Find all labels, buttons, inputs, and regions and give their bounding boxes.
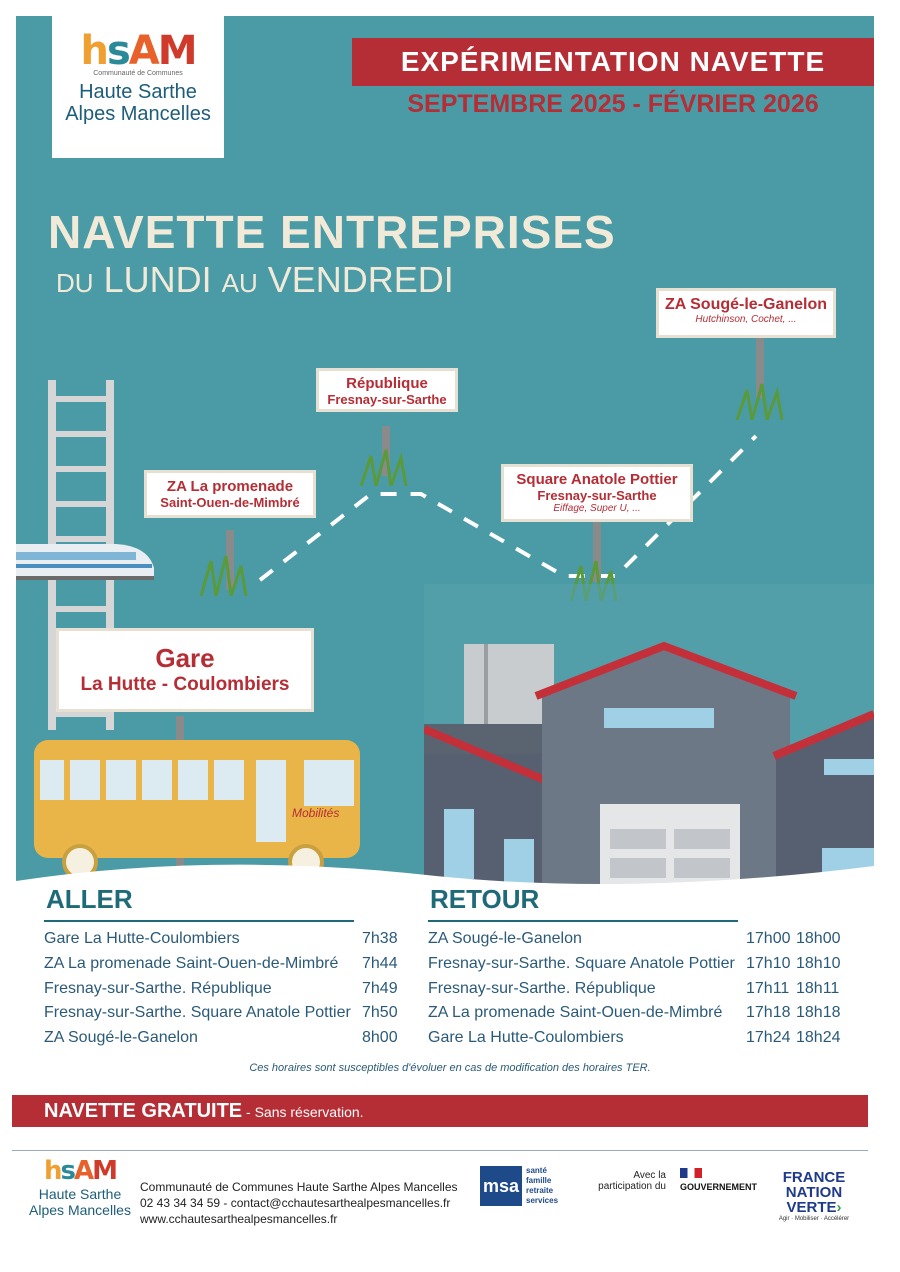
- retour-time-2: 18h24: [796, 1029, 841, 1046]
- gouvernement-logo: [680, 1168, 757, 1192]
- subtitle-au: AU: [221, 268, 258, 298]
- grass-tuft-icon: [732, 382, 792, 420]
- table-row: [796, 980, 839, 998]
- period-dates: SEPTEMBRE 2025 - FÉVRIER 2026: [407, 90, 819, 118]
- navette-gratuite-banner: [12, 1095, 868, 1127]
- table-row: [428, 980, 656, 998]
- fnv-line2: NATION: [785, 1184, 843, 1201]
- fnv-line3-wrap: [772, 1200, 856, 1215]
- table-row: [44, 1029, 198, 1047]
- retour-time-2: 18h18: [796, 1004, 841, 1021]
- table-row: [362, 930, 398, 948]
- table-row: [44, 1004, 351, 1022]
- table-row: [796, 955, 841, 973]
- avec-participation: [580, 1170, 666, 1192]
- retour-title: RETOUR: [430, 884, 540, 914]
- fnv-line1: FRANCE: [782, 1169, 846, 1186]
- msa-mark-icon: msa: [480, 1166, 522, 1206]
- sign-square-anatole-pottier: [501, 464, 693, 522]
- sign-rep-line1: République: [346, 375, 428, 392]
- table-row: [428, 930, 582, 948]
- hsam-logo-mark: hsAM: [80, 28, 196, 74]
- retour-time-1: 17h00: [746, 930, 791, 947]
- page-subtitle: [56, 259, 454, 301]
- french-flag-icon: [680, 1168, 702, 1178]
- table-row: [746, 1004, 791, 1022]
- aller-time: 7h49: [362, 980, 398, 997]
- msa-logo: [480, 1166, 559, 1206]
- retour-underline: [428, 920, 738, 922]
- aller-stop: Fresnay-sur-Sarthe. République: [44, 980, 272, 997]
- experimentation-banner: EXPÉRIMENTATION NAVETTE: [352, 38, 874, 86]
- retour-time-2: 18h00: [796, 930, 841, 947]
- grass-tuft-icon: [196, 551, 256, 596]
- table-row: [428, 1004, 722, 1022]
- footer-divider: [12, 1150, 868, 1151]
- msa-line3: retraite: [526, 1186, 554, 1195]
- footer-logo-line1: Haute Sarthe: [38, 1186, 122, 1202]
- msa-line2: famille: [526, 1176, 552, 1185]
- table-row: [44, 930, 240, 948]
- footer-logo-line2: Alpes Mancelles: [29, 1202, 131, 1218]
- sign-sq-line1: Square Anatole Pottier: [516, 471, 678, 488]
- table-row: [746, 930, 791, 948]
- sign-sou-line2: Hutchinson, Cochet, ...: [695, 314, 797, 325]
- retour-time-1: 17h11: [746, 980, 790, 997]
- grass-tuft-icon: [356, 448, 416, 486]
- logo-name-line2: Alpes Mancelles: [65, 103, 211, 125]
- subtitle-lundi: LUNDI: [103, 259, 212, 300]
- aller-stop: ZA Sougé-le-Ganelon: [44, 1029, 198, 1046]
- msa-line1: santé: [526, 1166, 547, 1175]
- gratuit-bold: NAVETTE GRATUITE: [44, 1100, 243, 1122]
- retour-stop: ZA Sougé-le-Ganelon: [428, 930, 582, 947]
- sign-za-la-promenade: [144, 470, 316, 518]
- table-row: [428, 1029, 624, 1047]
- aller-stop: ZA La promenade Saint-Ouen-de-Mimbré: [44, 955, 339, 972]
- table-row: [44, 955, 338, 973]
- schedule-note: Ces horaires sont susceptibles d'évoluer en cas de modification des horaires TER.: [249, 1062, 651, 1074]
- aller-stop: Fresnay-sur-Sarthe. Square Anatole Pottier: [44, 1004, 351, 1021]
- retour-stop: ZA La promenade Saint-Ouen-de-Mimbré: [428, 1004, 723, 1021]
- sign-prom-line1: ZA La promenade: [166, 478, 294, 495]
- aller-time: 8h00: [362, 1029, 398, 1046]
- aller-time: 7h38: [362, 930, 398, 947]
- retour-stop: Fresnay-sur-Sarthe. Square Anatole Pottier: [428, 955, 735, 972]
- avec-line2: participation du: [598, 1181, 666, 1192]
- sign-sq-line2: Fresnay-sur-Sarthe: [537, 488, 657, 503]
- table-row: [746, 1029, 791, 1047]
- sign-republique: [316, 368, 458, 412]
- msa-line4: services: [526, 1196, 559, 1205]
- table-row: [746, 980, 789, 998]
- retour-time-1: 17h10: [746, 955, 791, 972]
- fnv-tagline: Agir · Mobiliser · Accélérer: [778, 1216, 850, 1222]
- table-row: [362, 1004, 398, 1022]
- chevron-right-icon: ›: [836, 1199, 842, 1216]
- table-row: [428, 955, 735, 973]
- table-row: [796, 930, 841, 948]
- sign-gare-line2: La Hutte - Coulombiers: [80, 674, 290, 695]
- sign-za-souge-le-ganelon: [656, 288, 836, 338]
- logo-subtitle: Communauté de Communes: [93, 70, 183, 77]
- table-row: [362, 1029, 398, 1047]
- avec-line1: Avec la: [633, 1170, 666, 1181]
- gouv-label: GOUVERNEMENT: [680, 1182, 758, 1192]
- sign-sq-line3: Eiffage, Super U, ...: [553, 503, 641, 514]
- retour-time-1: 17h18: [746, 1004, 791, 1021]
- table-row: [44, 980, 272, 998]
- retour-time-1: 17h24: [746, 1029, 791, 1046]
- retour-time-2: 18h10: [796, 955, 841, 972]
- page-title: NAVETTE ENTREPRISES: [48, 206, 616, 258]
- subtitle-vendredi: VENDREDI: [267, 259, 454, 300]
- footer-logo-mark: hsAM: [44, 1156, 116, 1186]
- logo-name-line1: Haute Sarthe: [79, 81, 197, 103]
- table-row: [796, 1004, 841, 1022]
- table-row: [796, 1029, 841, 1047]
- table-row: [746, 955, 791, 973]
- retour-stop: Gare La Hutte-Coulombiers: [428, 1029, 624, 1046]
- footer-hsam-logo: [24, 1156, 136, 1218]
- aller-stop: Gare La Hutte-Coulombiers: [44, 930, 240, 947]
- sign-prom-line2: Saint-Ouen-de-Mimbré: [160, 495, 300, 510]
- retour-time-2: 18h11: [796, 980, 840, 997]
- msa-tagline: [526, 1166, 558, 1206]
- subtitle-du: DU: [56, 268, 94, 298]
- bus-mobilites-label: Mobilités: [292, 806, 340, 820]
- sign-rep-line2: Fresnay-sur-Sarthe: [327, 392, 447, 407]
- aller-title: ALLER: [46, 884, 133, 914]
- table-row: [362, 980, 398, 998]
- footer-contact[interactable]: 02 43 34 34 59 - contact@cchautesarthealpesmancelles.fr: [140, 1196, 451, 1210]
- france-nation-verte-logo: [772, 1170, 856, 1223]
- sign-gare-line1: Gare: [155, 643, 215, 673]
- gratuit-rest: - Sans réservation.: [242, 1104, 364, 1120]
- fnv-line3: VERTE: [786, 1199, 837, 1216]
- table-row: [362, 955, 398, 973]
- footer-org: Communauté de Communes Haute Sarthe Alpes Mancelles: [140, 1180, 458, 1194]
- aller-time: 7h44: [362, 955, 398, 972]
- aller-time: 7h50: [362, 1004, 398, 1021]
- factory-illustration: [424, 584, 874, 896]
- footer-website[interactable]: www.cchautesarthealpesmancelles.fr: [140, 1212, 338, 1226]
- aller-underline: [44, 920, 354, 922]
- sign-sou-line1: ZA Sougé-le-Ganelon: [664, 296, 828, 313]
- hsam-logo: [52, 16, 224, 158]
- sign-gare: [56, 628, 314, 712]
- retour-stop: Fresnay-sur-Sarthe. République: [428, 980, 656, 997]
